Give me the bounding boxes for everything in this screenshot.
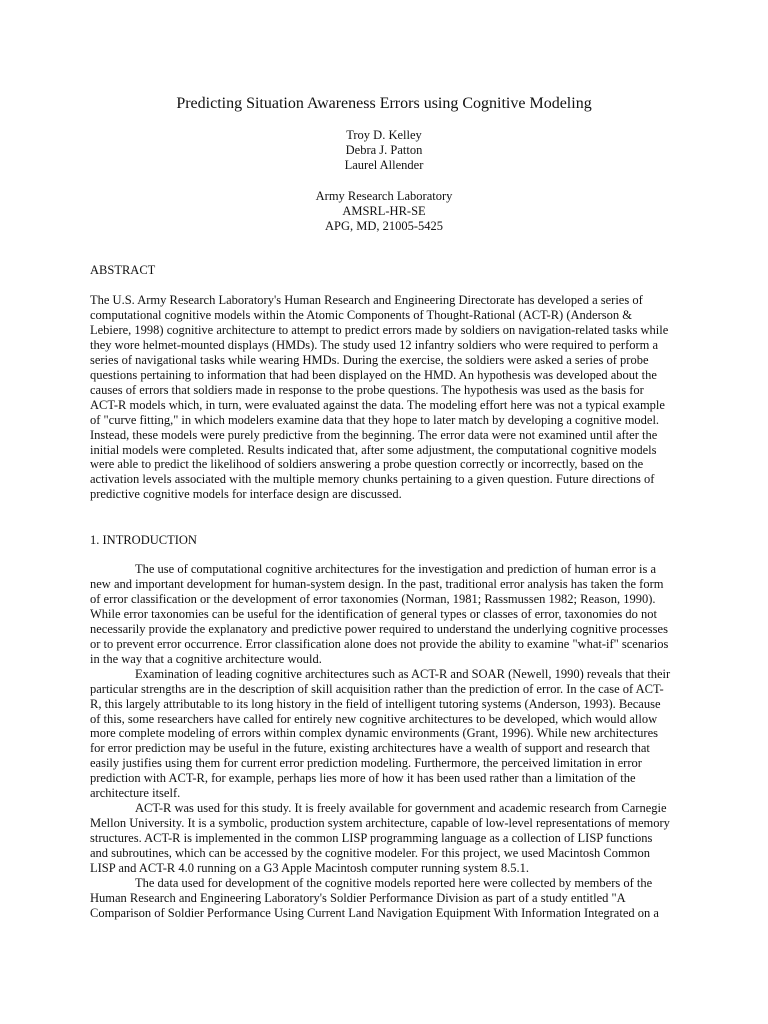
abstract-line: Lebiere, 1998) cognitive architecture to attempt to predict errors made by soldiers on navigation-related tasks while	[90, 322, 669, 337]
paragraph-line: prediction with ACT-R, for example, perhaps lies more of how it has been used rather than a limitation of the	[90, 771, 636, 786]
introduction-paragraph	[90, 801, 670, 876]
author-name: Troy D. Kelley	[346, 128, 422, 142]
abstract-line: questions pertaining to information that had been displayed on the HMD. An hypothesis was developed about the	[90, 367, 657, 382]
affiliation-line: APG, MD, 21005-5425	[324, 219, 444, 233]
author-name: Laurel Allender	[344, 158, 424, 172]
paragraph-line: of this, some researchers have called for entirely new cognitive architectures to be developed, which would allow	[90, 711, 658, 726]
paragraph-line: or to prevent error occurrence. Error classification alone does not provide the ability to examine "what-if" scenarios	[90, 636, 669, 651]
author-list	[0, 128, 768, 173]
abstract-line: ACT-R models which, in turn, were evaluated against the data. The modeling effort here was not a typical example	[90, 397, 665, 412]
abstract-line: Instead, these models were purely predictive from the beginning. The error data were not examined until after the	[90, 427, 658, 442]
abstract-line: activation levels associated with the multiple memory chunks pertaining to a given question. Future directions of	[90, 472, 655, 487]
paragraph-line: in the way that a cognitive architecture would.	[90, 651, 322, 666]
introduction-paragraph	[90, 876, 665, 921]
abstract-line: series of navigational tasks while wearing HMDs. During the exercise, the soldiers were asked a series of probe	[90, 352, 649, 367]
abstract-heading: ABSTRACT	[90, 263, 156, 277]
paragraph-line: more complete modeling of errors within complex dynamic environments (Grant, 1996). While new architectures	[90, 726, 658, 741]
paragraph-line: new and important development for human-system design. In the past, traditional error analysis has taken the form	[90, 576, 664, 591]
paragraph-line: particular strengths are in the description of skill acquisition rather than the prediction of error. In the case of ACT-	[90, 681, 664, 696]
paragraph-line: necessarily provide the explanatory and predictive power required to understand the underlying cognitive processes	[90, 621, 668, 636]
paragraph-line: LISP and ACT-R 4.0 running on a G3 Apple Macintosh computer running system 8.5.1.	[90, 861, 529, 876]
author-name: Debra J. Patton	[345, 143, 423, 157]
affiliation-line: AMSRL-HR-SE	[342, 204, 426, 218]
abstract-line: The U.S. Army Research Laboratory's Human Research and Engineering Directorate has developed a series of	[90, 293, 643, 307]
abstract-line: predictive cognitive models for interface design are discussed.	[90, 487, 402, 502]
affiliation	[0, 189, 768, 234]
paragraph-line: for error prediction may be useful in the future, existing architectures have a wealth of support and research that	[90, 741, 650, 756]
paragraph-line: Human Research and Engineering Laboratory's Soldier Performance Division as part of a study entitled "A	[90, 890, 626, 905]
abstract-body	[90, 293, 669, 502]
abstract-line: they wore helmet-mounted displays (HMDs). The study used 12 infantry soldiers who were required to perform a	[90, 337, 659, 352]
paragraph-line: The data used for development of the cognitive models reported here were collected by members of the	[135, 876, 653, 891]
paragraph-line: of error classification or the development of error taxonomies (Norman, 1981; Rassmussen 1982; Reason, 1990).	[90, 591, 656, 606]
abstract-line: causes of errors that soldiers made in response to the probe questions. The hypothesis was used as the basis for	[90, 382, 644, 397]
paragraph-line: ACT-R was used for this study. It is freely available for government and academic research from Carnegie	[135, 801, 667, 816]
paragraph-line: architecture itself.	[90, 786, 181, 801]
paragraph-line: and subroutines, which can be accessed by the cognitive modeler. For this project, we used Macintosh Common	[90, 846, 650, 861]
paragraph-line: Mellon University. It is a symbolic, production system architecture, capable of low-level representations of memory	[90, 816, 670, 831]
introduction-heading: 1. INTRODUCTION	[90, 533, 197, 547]
abstract-line: initial models were completed. Results indicated that, after some adjustment, the computational cognitive models	[90, 442, 657, 457]
abstract-line: were able to predict the likelihood of soldiers answering a probe question correctly or incorrectly, based on the	[90, 457, 644, 472]
introduction-paragraph	[90, 666, 671, 802]
paper-title: Predicting Situation Awareness Errors using Cognitive Modeling	[176, 95, 592, 112]
abstract-line: computational cognitive models within the Atomic Components of Thought-Rational (ACT-R) (Anderson &	[90, 307, 632, 322]
paragraph-line: While error taxonomies can be useful for the identification of general types or classes of error, taxonomies do not	[90, 606, 658, 621]
paragraph-line: easily justifies using them for current error prediction modeling. Furthermore, the perceived limitation in error	[90, 756, 642, 771]
affiliation-line: Army Research Laboratory	[315, 189, 453, 203]
paragraph-line: Comparison of Soldier Performance Using Current Land Navigation Equipment With Information Integrated on a	[90, 905, 659, 920]
paragraph-line: The use of computational cognitive architectures for the investigation and prediction of human error is a	[135, 562, 657, 576]
introduction-body	[90, 562, 671, 921]
paragraph-line: structures. ACT-R is implemented in the common LISP programming language as a collection of LISP functions	[90, 831, 653, 846]
paragraph-line: Examination of leading cognitive architectures such as ACT-R and SOAR (Newell, 1990) reveals that their	[135, 666, 671, 681]
introduction-paragraph	[90, 562, 669, 667]
abstract-line: of "curve fitting," in which modelers examine data that they hope to later match by developing a cognitive model.	[90, 412, 660, 427]
paragraph-line: R, this largely attributable to its long history in the field of intelligent tutoring systems (Anderson, 1993). Because	[90, 696, 661, 711]
